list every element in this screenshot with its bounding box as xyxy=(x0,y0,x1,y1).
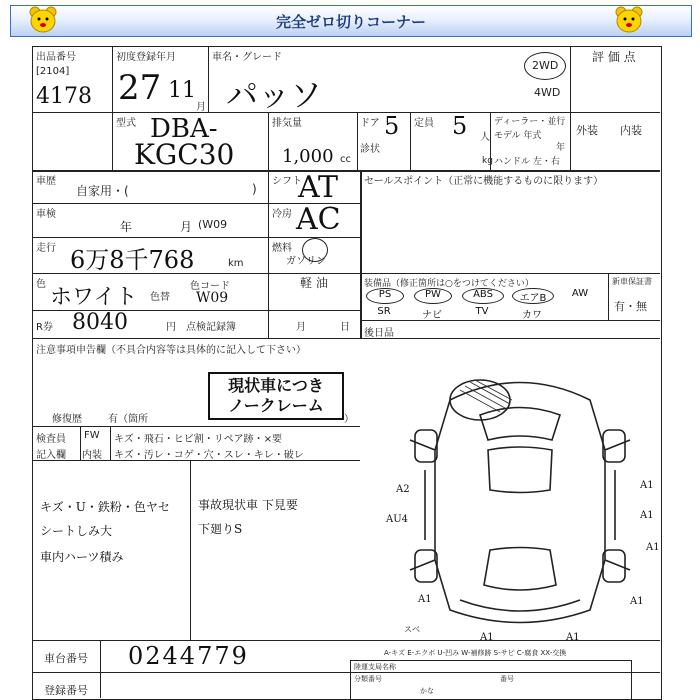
color-code-value: W09 xyxy=(196,290,229,306)
equipment-leather: カワ xyxy=(522,310,542,321)
damage-label-a1: A1 xyxy=(646,542,660,553)
fuel-label: 燃料 xyxy=(272,243,292,254)
mileage-unit: km xyxy=(228,258,244,269)
ac-label: 冷房 xyxy=(272,209,292,220)
fuel-value-1: ガソリン xyxy=(286,256,326,267)
note-line-1: キズ・U・鉄粉・色ヤセ xyxy=(40,500,170,514)
damage-legend: A-キズ E-エクボ U-凹み W-補修跡 S-サビ C-腐食 XX-交換 xyxy=(384,649,567,657)
reg-box-line-2: 分類番号 xyxy=(354,675,382,683)
damage-label-a1: A1 xyxy=(630,596,644,607)
equipment-row-1 xyxy=(366,288,606,304)
model-label: 車名・グレード xyxy=(212,52,282,63)
stamp-line-1: 現状車につき xyxy=(228,376,324,395)
equipment-abs: ABS xyxy=(462,288,504,304)
damage-label-a2: A2 xyxy=(396,484,410,495)
note-line-2: シートしみ大 xyxy=(40,524,113,538)
damage-label-slip: スベ xyxy=(404,625,420,634)
inspector-label-2: 記入欄 xyxy=(36,450,66,461)
capacity-value: 5 xyxy=(452,112,468,140)
model-year-label: モデル 年式 xyxy=(494,131,542,141)
exhibit-sub: [2104] xyxy=(36,66,70,77)
fuel-value-2: 軽 油 xyxy=(300,276,328,290)
drive-2wd: 2WD xyxy=(532,59,559,72)
registration-month: 11 xyxy=(168,78,196,103)
recycle-unit: 円 xyxy=(166,322,176,333)
displacement-unit: cc xyxy=(340,154,351,165)
stamp-line-2: ノークレーム xyxy=(228,396,324,415)
capacity-label: 定員 xyxy=(414,118,434,129)
repair-label: 修復歴 xyxy=(52,414,82,425)
warranty-presence: 有・無 xyxy=(614,300,647,313)
equipment-navi: ナビ xyxy=(422,310,442,321)
registration-year: 27 xyxy=(118,68,162,108)
damage-label-a1: A1 xyxy=(640,510,654,521)
sales-point-label: セールスポイント（正常に機能するものに限ります） xyxy=(364,176,604,187)
registration-month-unit: 月 xyxy=(196,102,206,113)
capacity-unit: 人 xyxy=(480,132,490,143)
diag-label: 診状 xyxy=(360,144,380,155)
color-label: 色 xyxy=(36,279,46,290)
title-banner xyxy=(10,5,692,37)
warranty-label: 新車保証書 xyxy=(612,277,652,286)
equipment-row-2 xyxy=(366,306,606,320)
exterior-label: 外装 xyxy=(576,124,598,137)
dealer-label: ディーラー・並行 xyxy=(494,117,566,127)
notes-label: 注意事項申告欄（不具合内容等は具体的に記入して下さい） xyxy=(36,345,306,356)
note-line-4: 事故現状車 下見要 xyxy=(198,498,298,512)
note-line-3: 車内ハーツ積み xyxy=(40,550,124,564)
recycle-value: 8040 xyxy=(72,310,128,335)
usage-label: 車歴 xyxy=(36,176,56,187)
interior-items: キズ・汚レ・コゲ・穴・スレ・キレ・破レ xyxy=(114,450,304,461)
exhibit-label: 出品番号 xyxy=(36,52,76,63)
usage-value: 自家用・( xyxy=(76,184,129,198)
reg-box-line-1: 陸運支局名称 xyxy=(354,663,396,671)
color-code-label: 色コード xyxy=(190,281,230,292)
inspection-extra: (W09 xyxy=(198,218,228,231)
inspection-label: 車検 xyxy=(36,209,56,220)
repair-close: ） xyxy=(344,414,354,425)
damage-label-a1: A1 xyxy=(566,632,580,643)
chassis-label: 車台番号 xyxy=(44,652,88,665)
doors-label: ドア xyxy=(360,118,380,129)
weight-unit: kg xyxy=(482,156,493,166)
shift-value: AT xyxy=(298,170,339,205)
recycle-label: R券 xyxy=(36,322,53,333)
reg-box-line-4: 番号 xyxy=(500,675,514,683)
damage-label-a1: A1 xyxy=(418,594,432,605)
exhibit-number: 4178 xyxy=(36,84,92,109)
equipment-airbag: エアB xyxy=(512,288,554,304)
note-line-5: 下廻りS xyxy=(198,522,243,536)
damage-label-a1: A1 xyxy=(640,480,654,491)
car-damage-diagram xyxy=(380,360,660,650)
type-value-1: DBA- xyxy=(150,114,218,144)
rating-label: 評 価 点 xyxy=(592,50,636,64)
color-sub-label: 色替 xyxy=(150,292,170,303)
type-label: 型式 xyxy=(116,118,136,129)
registration-label: 初度登録年月 xyxy=(116,52,176,63)
inspection-month: 月 xyxy=(180,220,193,234)
registration-number-label: 登録番号 xyxy=(44,684,88,697)
model-year-unit: 年 xyxy=(556,143,566,153)
mileage-label: 走行 xyxy=(36,243,56,254)
doors-value: 5 xyxy=(384,112,400,140)
no-claim-stamp xyxy=(208,372,344,420)
displacement-label: 排気量 xyxy=(272,118,302,129)
handle-label: ハンドル 左・右 xyxy=(494,157,560,167)
bear-mascot-icon xyxy=(26,6,60,34)
damage-label-au4: AU4 xyxy=(386,514,409,525)
maintenance-day: 日 xyxy=(340,322,350,333)
drive-4wd: 4WD xyxy=(534,86,561,99)
retrofit-label: 後日品 xyxy=(364,328,394,339)
banner-title: 完全ゼロ切りコーナー xyxy=(275,13,426,31)
equipment-aw: AW xyxy=(571,288,589,299)
equipment-tv: TV xyxy=(475,306,489,317)
interior-label: 内装 xyxy=(620,124,642,137)
model-name: パッソ xyxy=(226,76,323,114)
equipment-pw: PW xyxy=(414,288,452,304)
bear-mascot-icon xyxy=(612,6,646,34)
repair-value: 有（箇所 xyxy=(108,414,148,425)
usage-close: ) xyxy=(252,182,257,196)
type-value-2: KGC30 xyxy=(134,138,235,171)
equipment-ps: PS xyxy=(366,288,404,304)
fw-label: FW xyxy=(84,430,100,441)
shift-label: シフト xyxy=(272,176,302,187)
maintenance-month: 月 xyxy=(296,322,306,333)
maintenance-label: 点検記録簿 xyxy=(186,322,236,333)
color-value: ホワイト xyxy=(50,285,138,310)
reg-box-line-3: かな xyxy=(420,687,434,695)
interior-inspect-label: 内装 xyxy=(82,450,102,461)
equipment-sr: SR xyxy=(377,306,391,317)
displacement-value: 1,000 xyxy=(282,146,334,167)
ac-value: AC xyxy=(296,202,341,237)
inspection-year: 年 xyxy=(120,220,133,234)
chassis-number: 0244779 xyxy=(128,642,249,670)
equipment-label: 装備品（修正箇所は○をつけてください） xyxy=(364,279,534,289)
damage-label-a1: A1 xyxy=(480,632,494,643)
inspector-label-1: 検査員 xyxy=(36,434,66,445)
fw-items: キズ・飛石・ヒビ割・リペア跡・×要 xyxy=(114,434,282,445)
mileage-value: 6万8千768 xyxy=(70,246,195,274)
